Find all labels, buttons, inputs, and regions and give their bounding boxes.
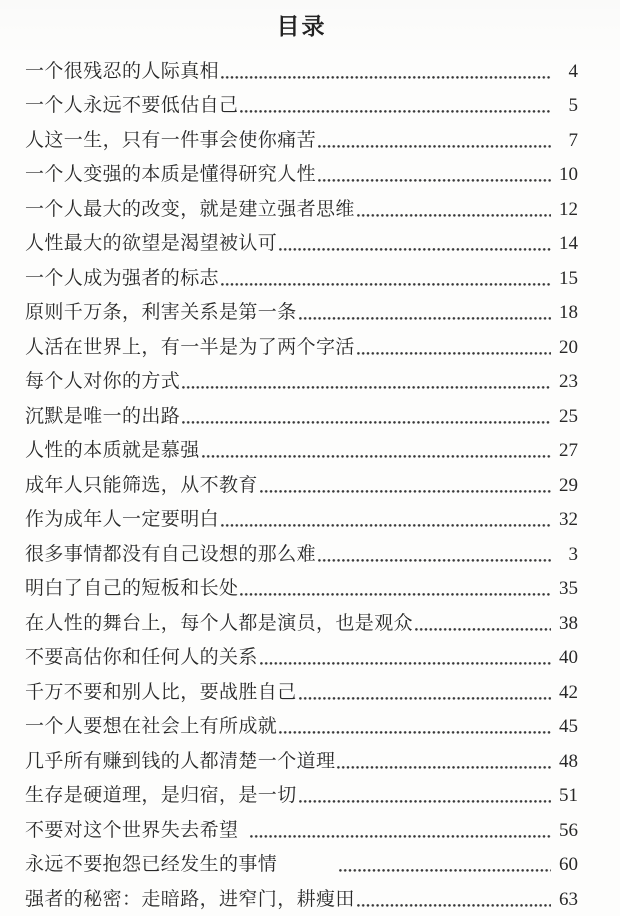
- toc-entry-title: 生存是硬道理，是归宿，是一切: [25, 785, 297, 806]
- toc-entry-title: 永远不要抱怨已经发生的事情: [25, 854, 278, 875]
- toc-entry: [25, 292, 578, 327]
- toc-entry-title: 千万不要和别人比，要战胜自己: [25, 681, 297, 703]
- toc-entry: [25, 257, 578, 292]
- dot-leader: [299, 679, 551, 706]
- dot-leader: [240, 575, 551, 602]
- toc-entry: [25, 844, 578, 879]
- toc-entry: [25, 85, 578, 120]
- toc-entry-page: 3: [568, 543, 578, 565]
- toc-entry: [25, 637, 578, 672]
- dot-leader: [182, 368, 551, 395]
- toc-entry-title: 一个人变强的本质是懂得研究人性: [25, 164, 317, 185]
- toc-entry-title: 一个人成为强者的标志: [25, 267, 220, 289]
- toc-entry-page: 10: [559, 164, 578, 185]
- toc-entry: [25, 740, 578, 775]
- toc-entry-title: 每个人对你的方式: [25, 371, 181, 392]
- toc-entry-page: 29: [559, 474, 578, 496]
- toc-entry-title: 原则千万条，利害关系是第一条: [25, 302, 297, 323]
- dot-leader: [357, 196, 551, 223]
- toc-entry-page: 5: [568, 95, 578, 116]
- dot-leader: [415, 610, 551, 637]
- toc-entry: [25, 119, 578, 154]
- toc-entry: [25, 430, 578, 465]
- toc-entry-title: 人性最大的欲望是渴望被认可: [25, 233, 278, 254]
- dot-leader: [299, 299, 551, 326]
- dot-leader: [299, 782, 551, 809]
- toc-entry-title: 很多事情都没有自己设想的那么难: [25, 543, 317, 565]
- dot-leader: [279, 230, 551, 257]
- toc-entry: [25, 775, 578, 810]
- toc-entry-page: 35: [559, 578, 578, 599]
- toc-list: [25, 50, 578, 913]
- toc-entry-page: 42: [559, 681, 578, 703]
- toc-entry-page: 51: [559, 785, 578, 806]
- toc-entry-title: 成年人只能筛选，从不教育: [25, 474, 258, 496]
- dot-leader: [318, 541, 551, 568]
- toc-entry-title: 人这一生，只有一件事会使你痛苦: [25, 129, 317, 151]
- toc-entry: [25, 568, 578, 603]
- toc-entry-page: 60: [559, 854, 578, 875]
- toc-entry: [25, 533, 578, 568]
- toc-entry-title: 作为成年人一定要明白: [25, 509, 220, 530]
- toc-entry: [25, 223, 578, 258]
- dot-leader: [240, 92, 551, 119]
- toc-entry-page: 12: [559, 198, 578, 220]
- toc-entry: [25, 395, 578, 430]
- toc-entry: [25, 809, 578, 844]
- toc-entry-page: 63: [559, 888, 578, 910]
- toc-entry-title: 强者的秘密：走暗路，进窄门，耕瘦田: [25, 888, 355, 910]
- toc-entry-page: 20: [559, 336, 578, 358]
- toc-entry: [25, 602, 578, 637]
- toc-entry-page: 48: [559, 750, 578, 772]
- toc-entry-title: 一个人永远不要低估自己: [25, 95, 239, 116]
- toc-entry-title: 明白了自己的短板和长处: [25, 578, 239, 599]
- toc-entry: [25, 188, 578, 223]
- toc-entry: [25, 361, 578, 396]
- dot-leader: [279, 713, 551, 740]
- toc-entry-title: 人性的本质就是慕强: [25, 440, 200, 461]
- page-title: 目录: [276, 14, 327, 39]
- dot-leader: [339, 851, 551, 878]
- toc-entry: [25, 878, 578, 913]
- toc-entry-page: 18: [559, 302, 578, 323]
- toc-entry-page: 56: [559, 819, 578, 841]
- toc-entry: [25, 154, 578, 189]
- toc-entry-title: 不要对这个世界失去希望: [25, 819, 239, 841]
- toc-entry-title: 几乎所有赚到钱的人都清楚一个道理: [25, 750, 336, 772]
- dot-leader: [182, 403, 551, 430]
- toc-entry: [25, 671, 578, 706]
- dot-leader: [202, 437, 551, 464]
- dot-leader: [318, 127, 551, 154]
- toc-entry-page: 23: [559, 371, 578, 392]
- toc-entry-page: 7: [568, 129, 578, 151]
- toc-entry-page: 4: [568, 60, 578, 82]
- toc-entry: [25, 326, 578, 361]
- dot-leader: [337, 748, 551, 775]
- toc-entry-page: 14: [559, 233, 578, 254]
- toc-entry: [25, 499, 578, 534]
- dot-leader: [221, 506, 551, 533]
- toc-entry-title: 一个很残忍的人际真相: [25, 60, 220, 82]
- toc-entry-title: 沉默是唯一的出路: [25, 405, 181, 427]
- dot-leader: [357, 886, 551, 913]
- dot-leader: [221, 265, 551, 292]
- toc-entry-title: 一个人最大的改变，就是建立强者思维: [25, 198, 355, 220]
- toc-entry-title: 在人性的舞台上，每个人都是演员，也是观众: [25, 612, 414, 634]
- dot-leader: [250, 817, 551, 844]
- toc-entry: [25, 464, 578, 499]
- toc-entry: [25, 706, 578, 741]
- toc-entry-title: 不要高估你和任何人的关系: [25, 647, 258, 668]
- toc-entry-title: 人活在世界上，有一半是为了两个字活: [25, 336, 355, 358]
- toc-entry-title: 一个人要想在社会上有所成就: [25, 716, 278, 737]
- toc-entry-page: 27: [559, 440, 578, 461]
- dot-leader: [318, 161, 551, 188]
- toc-entry: [25, 50, 578, 85]
- toc-entry-page: 25: [559, 405, 578, 427]
- dot-leader: [357, 334, 551, 361]
- dot-leader: [260, 644, 551, 671]
- toc-entry-page: 15: [559, 267, 578, 289]
- toc-entry-page: 40: [559, 647, 578, 668]
- dot-leader: [260, 472, 551, 499]
- dot-leader: [221, 58, 551, 85]
- toc-entry-page: 32: [559, 509, 578, 530]
- toc-entry-page: 45: [559, 716, 578, 737]
- toc-entry-page: 38: [559, 612, 578, 634]
